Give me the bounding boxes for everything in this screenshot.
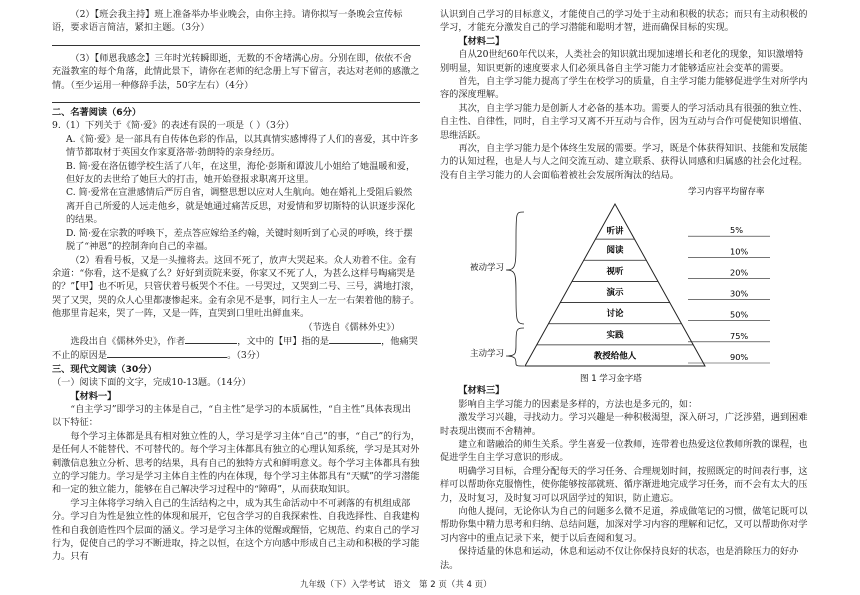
learning-pyramid-figure — [440, 184, 810, 384]
material-3-heading: 【材料三】 — [458, 385, 505, 397]
material-2-para: 再次，自主学习能力是个体终生发展的需要。学习，既是个体获得知识、技能和发展能力的认知过程，也是人与人之间交流互动、建立联系、获得认同感和归属感的社会化过程。没有自主学习能力的人会面临着被社会发展所淘汰的结局。 — [440, 143, 808, 181]
left-column — [52, 8, 420, 564]
pyramid-level-label: 实践 — [606, 330, 624, 341]
right-column — [440, 8, 810, 572]
blank-character[interactable] — [329, 334, 381, 344]
material-2-heading: 【材料二】 — [458, 35, 505, 47]
option-c: C. 简·爱常在宣泄感情后严厉自省，调整思想以应对人生航向。她在婚礼上受阻后毅然离开自己所爱的人远走他乡，就是她通过痛苦反思，对爱情和罗切斯特的认识逐步深化的结果。 — [66, 187, 416, 226]
blank-reason[interactable] — [107, 348, 227, 358]
material-1-para: “自主学习”即学习的主体是自己，“自主性”是学习的本质属性，“自主性”具体表现出以下特征： — [52, 403, 411, 429]
material-3-para: 激发学习兴趣，寻找动力。学习兴趣是一种积极渴望，深入研习，广泛涉猎，遇到困难时表现出锲而不舍精神。 — [440, 412, 808, 437]
pyramid-level-label: 讨论 — [606, 309, 624, 320]
fill-in-question — [52, 334, 420, 363]
option-d: D. 简·爱在宗教的呼唤下，差点答应嫁给圣约翰，关键时刻听到了心灵的呼唤，终于摆脱了“神恩”的控制奔向自己的幸福。 — [66, 227, 413, 253]
page-footer: 九年级（下）入学考试 语文 第 2 页（共 4 页） — [300, 580, 492, 590]
material-1-heading: 【材料一】 — [70, 390, 117, 402]
passive-brace — [506, 212, 524, 324]
option-b: B. 简·爱在洛伍德学校生活了八年，在这里，海伦·彭斯和谭波儿小姐给了她温暖和爱，但好友的去世给了她巨大的打击，她开始登报求职离开这里。 — [66, 160, 416, 186]
pyramid-level-label: 演示 — [606, 288, 624, 299]
figure-caption: 图 1 学习金字塔 — [580, 374, 642, 385]
retention-percentage: 90% — [730, 352, 749, 363]
material-1-para: 学习主体将学习纳入自己的生活结构之中，成为其生命活动中不可剥落的有机组成部分。学习自为性是独立性的体现和展开，它包含学习的自我探索性、自我选择性、自我建构性和自我创造性四个层面的涵义。学习是学习主体的觉醒或醒悟，它规范、约束自己的学习行为，促使自己的学习不断进取，持之以恒，在这个方向感中形成自己主动和积极的学习能力。只有 — [52, 497, 420, 563]
fill-text: ，他痛哭不止的原因是 — [52, 335, 418, 362]
retention-percentage: 30% — [730, 288, 749, 299]
material-3-para: 影响自主学习能力的因素是多样的，方法也是多元的，如： — [458, 398, 698, 410]
pyramid-level-label: 教授给他人 — [593, 351, 637, 362]
pyramid-levels — [537, 226, 694, 362]
retention-percentage: 50% — [730, 309, 749, 320]
material-2-para: 首先，自主学习能力提高了学生在校学习的质量，自主学习能力能够促进学生对所学内容的深度理解。 — [440, 76, 808, 101]
subsection-heading: （一）阅读下面的文字，完成10-13题。（14分） — [52, 377, 251, 389]
question-2: （2）【班会我主持】班上准备举办毕业晚会，由你主持。请你拟写一条晚会宣传标语，要求语言简洁，紧扣主题。（3分） — [52, 9, 403, 34]
pyramid-level-label: 阅读 — [606, 245, 624, 256]
section-2-heading: 二、名著阅读（6分） — [52, 107, 142, 119]
material-1-continued: 认识到自己学习的目标意义，才能使自己的学习处于主动和积极的状态；而只有主动积极的学习，才能充分激发自己的学习潜能和聪明才智，进而确保目标的实现。 — [440, 9, 808, 34]
material-2-para: 自从20世纪60年代以来，人类社会的知识就出现加速增长和老化的现象，知识激增特别明显，知识更新的速度要求人们必须具备自主学习能力才能够适应社会变革的需要。 — [440, 49, 804, 74]
question-3: （3）【师恩我感念】三年时光转瞬即逝，无数的不舍堵满心房。分别在即，依依不舍充溢教室的每个角落，此情此景下，请你在老师的纪念册上写下留言，表达对老师的感激之情。（至少运用一种修辞手法，50字左右）（4分） — [52, 52, 420, 91]
retention-percentage: 20% — [730, 267, 749, 278]
learning-pyramid-diagram — [440, 184, 810, 384]
blank-author[interactable] — [185, 334, 237, 344]
answer-line — [52, 36, 420, 46]
figure-header: 学习内容平均留存率 — [688, 187, 765, 198]
fill-text: ，文中的【甲】指的是 — [237, 335, 330, 347]
question-9-part-2: （2）看看号板，又是一头撞将去。这回不死了，放声大哭起来。众人劝着不住。金有余道：“你看，这不是疯了么？好好到贡院来耍，你家又不死了人，为甚么这样号啕痛哭是的？”【甲】也不听见，只管伏着号板哭个不住。一号哭过，又哭到二号、三号，满地打滚，哭了又哭，哭的众人心里都凄惨起来。金有余见不是事，同行主人一左一右架着他的膀子。他那里肯起来，哭了一阵，又是一阵，直哭到口里吐出鲜血来。 — [52, 254, 420, 320]
answer-line — [52, 93, 420, 103]
material-3-para: 保持适量的休息和运动，休息和运动不仅让你保持良好的状态，也是消除压力的好办法。 — [440, 546, 799, 571]
material-1-para: 每个学习主体都是具有相对独立性的人，学习是学习主体“自己”的事，“自己”的行为，是任何人不能替代、不可替代的。每个学习主体都具有独立的心理认知系统，学习是其对外刺激信息独立分析、思考的结果，具有自己的独特方式和鲜明意义。每个学习主体都具有独立的学习能力。学习是学习主体自主性的内在体现，每个学习主体都具有“天赋”的学习潜能和一定的独立能力，能够在自己解决学习过程中的“障碍”，从而获取知识。 — [52, 430, 420, 496]
material-3-para: 向他人提问，无论你认为自己的问题多么微不足道，养成做笔记的习惯，做笔记既可以帮助你集中精力思考和归纳、总结问题，加深对学习内容的理解和记忆，又可以帮助你对学习内容中的重点记录下来，便于以后查阅和复习。 — [440, 505, 808, 544]
section-3-heading: 三、现代文阅读（30分） — [52, 363, 157, 375]
option-a: A.《简·爱》是一部具有自传体色彩的作品，以其真情实感博得了人们的喜爱，其中许多情节都取材于英国女作家夏洛蒂·勃朗特的亲身经历。 — [66, 133, 419, 159]
fill-text: 选段出自《儒林外史》，作者 — [70, 335, 186, 347]
retention-percentage: 5% — [730, 225, 743, 236]
source-note: （节选自《儒林外史》） — [303, 321, 400, 333]
active-learning-label: 主动学习 — [470, 349, 505, 360]
material-3-para: 明确学习目标，合理分配每天的学习任务、合理规划时间，按照既定的时间表行事，这样可以帮助你克服惰性，使你能够按部就班、循序渐进地完成学习任务，而不会有太大的压力，及时复习，及时复习可以巩固学过的知识，防止遗忘。 — [440, 465, 808, 504]
passive-learning-label: 被动学习 — [470, 263, 505, 274]
retention-percentage: 75% — [730, 331, 749, 342]
material-3-para: 建立和谐融洽的师生关系。学生喜爱一位教师，连带着也热爱这位教师所教的课程，也促进学生自主学习意识的形成。 — [440, 438, 808, 464]
fill-text: 。（3分） — [227, 350, 266, 362]
percentage-column — [688, 225, 770, 363]
active-brace — [506, 328, 524, 366]
pyramid-level-label: 视听 — [606, 267, 624, 278]
pyramid-level-label: 听讲 — [606, 226, 624, 237]
material-2-para: 其次，自主学习能力是创新人才必备的基本功。需要人的学习活动具有很强的独立性、自主性、自律性，同时，自主学习又离不开互动与合作，因为互动与合作可促使知识增值、思维活跃。 — [440, 102, 808, 141]
question-9: 9.（1）下列关于《简·爱》的表述有误的一项是（ ）（3分） — [52, 120, 295, 132]
retention-percentage: 10% — [730, 246, 749, 257]
